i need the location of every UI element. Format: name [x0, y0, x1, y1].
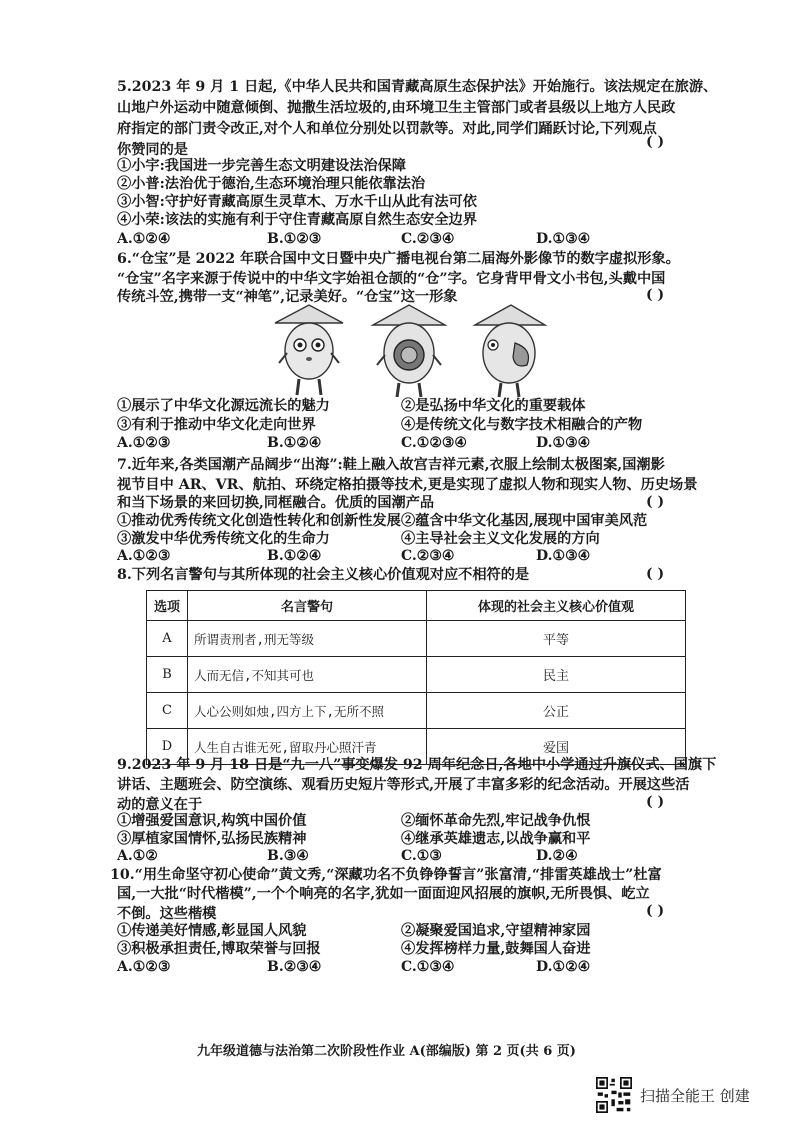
q6-item: ②是弘扬中华文化的重要载体 [401, 398, 586, 414]
q9-item: ③厚植家国情怀,弘扬民族精神 [117, 831, 307, 847]
cell-option: D [147, 729, 188, 765]
answer-blank: ( ) [646, 134, 665, 150]
cangbao-back-figure [373, 305, 445, 397]
q10-item: ②凝聚爱国追求,守望精神家园 [401, 923, 591, 939]
cell-motto: 人生自古谁无死,留取丹心照汗青 [188, 729, 427, 765]
q7-item: ③激发中华优秀传统文化的生命力 [117, 531, 330, 547]
q6-stem-line: “仓宝”名字来源于传说中的中华文字始祖仓颉的“仓”字。它身背甲骨文小书包,头戴中国 [117, 271, 666, 287]
q6-option-d: D.①③④ [536, 435, 591, 451]
q7-option-d: D.①③④ [536, 548, 591, 564]
scanner-label: 扫描全能王 创建 [640, 1086, 750, 1105]
answer-blank: ( ) [646, 494, 665, 510]
col-header-motto: 名言警句 [188, 591, 427, 621]
q9-stem-line: 动的意义在于 [117, 797, 203, 813]
q6-stem-line: 传统斗笠,携带一支“神笔”,记录美好。“仓宝”这一形象 [117, 289, 458, 305]
table-row [147, 621, 686, 657]
cell-value: 民主 [427, 657, 686, 693]
q8-stem: 8.下列名言警句与其所体现的社会主义核心价值观对应不相符的是 [117, 567, 530, 583]
q7-option-a: A.①②③ [117, 548, 171, 564]
q7-option-b: B.①②④ [267, 548, 322, 564]
q7-stem-line: 7.近年来,各类国潮产品阔步“出海”:鞋上融入故宫吉祥元素,衣服上绘制太极图案,国潮影 [117, 457, 665, 473]
cell-motto: 人而无信,不知其可也 [188, 657, 427, 693]
answer-blank: ( ) [646, 566, 665, 582]
q10-option-d: D.①②④ [536, 959, 591, 975]
q5-item: ③小智:守护好青藏高原生灵草木、万水千山从此有法可依 [117, 194, 477, 210]
cangbao-front-figure [275, 305, 343, 395]
q7-stem-line: 视节目中 AR、VR、航拍、环绕定格拍摄等技术,更是实现了虚拟人物和现实人物、历史场景 [117, 477, 698, 493]
cangbao-figures [271, 303, 547, 399]
cangbao-side-figure [475, 305, 545, 397]
q5-option-a: A.①②④ [117, 231, 171, 247]
q9-item: ②缅怀革命先烈,牢记战争仇恨 [401, 813, 591, 829]
q5-item: ②小普:法治优于德治,生态环境治理只能依靠法治 [117, 176, 426, 192]
q6-option-b: B.①②④ [267, 435, 322, 451]
q6-item: ④是传统文化与数字技术相融合的产物 [401, 417, 643, 433]
table-row [147, 693, 686, 729]
q9-option-a: A.①② [117, 848, 158, 864]
q5-stem-line: 山地户外运动中随意倾倒、抛撒生活垃圾的,由环境卫生主管部门或者县级以上地方人民政 [117, 100, 676, 116]
cell-option: A [147, 621, 188, 657]
q9-item: ④继承英雄遗志,以战争赢和平 [401, 831, 591, 847]
col-header-option: 选项 [147, 591, 188, 621]
q5-option-b: B.①②③ [267, 231, 322, 247]
q5-option-c: C.②③④ [401, 231, 455, 247]
table-header-row [147, 591, 686, 621]
q6-stem-line: 6.“仓宝”是 2022 年联合国中文日暨中央广播电视台第二届海外影像节的数字虚拟形象。 [117, 251, 680, 267]
q9-item: ①增强爱国意识,构筑中国价值 [117, 813, 307, 829]
q8-table [146, 590, 686, 765]
answer-blank: ( ) [646, 287, 665, 303]
q10-item: ③积极承担责任,博取荣誉与回报 [117, 941, 321, 957]
cell-value: 平等 [427, 621, 686, 657]
q7-item: ②蕴含中华文化基因,展现中国审美风范 [401, 513, 648, 529]
q7-stem-line: 和当下场景的来回切换,同框融合。优质的国潮产品 [117, 495, 435, 511]
cell-value: 公正 [427, 693, 686, 729]
q9-option-c: C.①③ [401, 848, 442, 864]
q9-stem-line: 9.2023 年 9 月 18 日是“九一八”事变爆发 92 周年纪念日,各地中小学通过升旗仪式、国旗下 [117, 757, 717, 773]
cell-option: B [147, 657, 188, 693]
q9-stem-line: 讲话、主题班会、防空演练、观看历史短片等形式,开展了丰富多彩的纪念活动。开展这些活 [117, 777, 690, 793]
q9-option-b: B.③④ [267, 848, 309, 864]
q5-item: ④小荣:该法的实施有利于守住青藏高原自然生态安全边界 [117, 212, 477, 228]
col-header-value: 体现的社会主义核心价值观 [427, 591, 686, 621]
q7-item: ④主导社会主义文化发展的方向 [401, 531, 600, 547]
answer-blank: ( ) [646, 903, 665, 919]
q5-stem-line: 5.2023 年 9 月 1 日起,《中华人民共和国青藏高原生态保护法》开始施行。该法规定在旅游、 [117, 79, 718, 95]
q6-option-a: A.①②③ [117, 435, 171, 451]
cell-motto: 人心公则如烛,四方上下,无所不照 [188, 693, 427, 729]
cell-motto: 所谓责刑者,刑无等级 [188, 621, 427, 657]
q10-option-b: B.②③④ [267, 959, 322, 975]
q7-item: ①推动优秀传统文化创造性转化和创新性发展 [117, 513, 401, 529]
q9-option-d: D.②④ [536, 848, 578, 864]
cell-option: C [147, 693, 188, 729]
q5-stem-line: 你赞同的是 [117, 142, 188, 158]
qr-code-icon [596, 1077, 632, 1113]
q6-option-c: C.①②③④ [401, 435, 467, 451]
q6-item: ①展示了中华文化源远流长的魅力 [117, 398, 330, 414]
q10-stem-line: 国,一大批“时代楷模”,一个个响亮的名字,犹如一面面迎风招展的旗帜,无所畏惧、屹立 [117, 886, 650, 902]
q5-option-d: D.①③④ [536, 231, 591, 247]
q10-stem-line: 不倒。这些楷模 [117, 906, 217, 922]
scanner-watermark [596, 1077, 750, 1113]
q10-item: ①传递美好情感,彰显国人风貌 [117, 923, 307, 939]
q10-item: ④发挥榜样力量,鼓舞国人奋进 [401, 941, 591, 957]
q10-stem-line: 10.“用生命坚守初心使命”黄文秀,“深藏功名不负铮铮誓言”张富清,“排雷英雄战士”杜富 [110, 867, 662, 883]
q10-option-c: C.①③④ [401, 959, 455, 975]
q7-option-c: C.②③④ [401, 548, 455, 564]
answer-blank: ( ) [646, 794, 665, 810]
q5-item: ①小宇:我国进一步完善生态文明建设法治保障 [117, 158, 406, 174]
cell-value: 爱国 [427, 729, 686, 765]
q5-stem-line: 府指定的部门责令改正,对个人和单位分别处以罚款等。对此,同学们踊跃讨论,下列观点 [117, 121, 657, 137]
q6-item: ③有利于推动中华文化走向世界 [117, 417, 316, 433]
page-footer: 九年级道德与法治第二次阶段性作业 A(部编版) 第 2 页(共 6 页) [197, 1044, 576, 1059]
table-row [147, 657, 686, 693]
q10-option-a: A.①②③ [117, 959, 171, 975]
